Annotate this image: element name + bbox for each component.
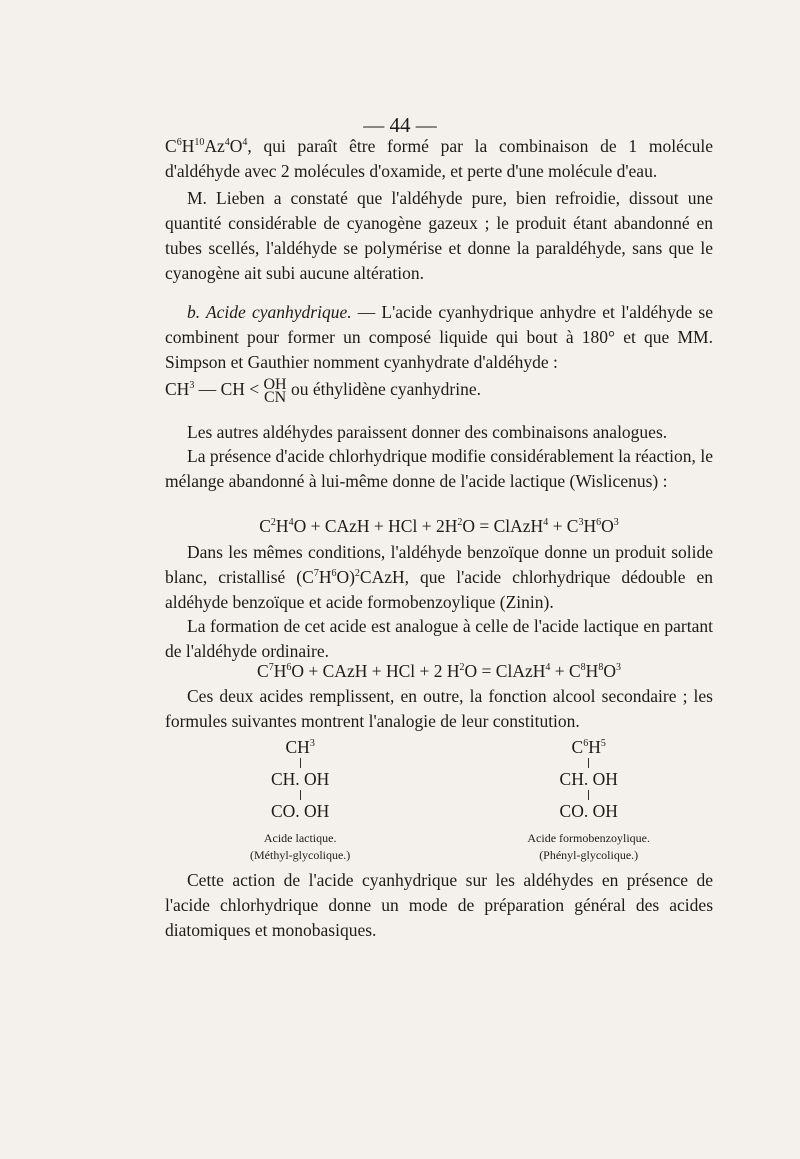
paragraph-formation: La formation de cet acide est analogue à celle de l'acide lactique en partant de l'aldéhyde ordinaire. <box>165 616 713 661</box>
structural-formulas <box>250 736 650 864</box>
structure-name: Acide formobenzoylique. <box>527 831 650 845</box>
equation-lactique: $C^2H^4O$ + CAzH + HCl + $2H^2O$ = ClAzH$^4$ + $C^3H^6O^3$ <box>259 516 619 536</box>
structure-lactique: $CH^3$ CH. OH CO. OH Acide lactique. (Méthyl-glycolique.) <box>250 737 351 862</box>
paragraph-acide-chlorhydrique: La présence d'acide chlorhydrique modifie considérablement la réaction, le mélange abandonné à lui-même donne de l'acide lactique (Wislicenus) : <box>165 446 713 491</box>
formula-ethylidene: $CH^3$ — CH < OH CN ou éthylidène cyanhydrine. <box>165 375 481 406</box>
page-number: — 44 — <box>363 113 437 137</box>
paragraph-lieben: M. Lieben a constaté que l'aldéhyde pure, bien refroidie, dissout une quantité considérable de cyanogène gazeux ; le produit étant abandonné en tubes scellés, l'aldéhyde se polymérise et donne la paraldéhyde, sans que le cyanogène ait subi aucune altération. <box>165 188 713 283</box>
structure-alt-name: (Méthyl-glycolique.) <box>250 848 351 862</box>
paragraph-conclusion: Cette action de l'acide cyanhydrique sur les aldéhydes en présence de l'acide chlorhydrique donne un mode de préparation général des acides diatomiques et monobasiques. <box>165 870 713 940</box>
section-heading: b. Acide cyanhydrique. <box>187 302 352 322</box>
equation-formobenzoylique: $C^7H^6O$ + CAzH + HCl + 2 $H^2O$ = ClAzH$^4$ + $C^8H^8O^3$ <box>257 661 621 681</box>
structure-alt-name: (Phényl-glycolique.) <box>539 848 639 862</box>
bond-line <box>300 790 301 800</box>
paragraph-oxamide: $C^6H^{10}Az^4O^4$, qui paraît être formé par la combinaison de 1 molécule d'aldéhyde avec 2 molécules d'oxamide, et perte d'une molécule d'eau. <box>165 136 713 181</box>
structure-name: Acide lactique. <box>263 831 337 845</box>
bond-line <box>588 758 589 768</box>
bond-line <box>300 758 301 768</box>
paragraph-acide-cyanhydrique: b. Acide cyanhydrique. — L'acide cyanhydrique anhydre et l'aldéhyde se combinent pour former un composé liquide qui bout à 180° et que MM. Simpson et Gauthier nomment cyanhydrate d'aldéhyde : <box>165 302 713 372</box>
paragraph-deux-acides: Ces deux acides remplissent, en outre, la fonction alcool secondaire ; les formules suivantes montrent l'analogie de leur constitution. <box>165 686 713 731</box>
bond-line <box>588 790 589 800</box>
paragraph-benzoique: Dans les mêmes conditions, l'aldéhyde benzoïque donne un produit solide blanc, cristallisé $(C^7H^6O)^2CAzH$, que l'acide chlorhydrique dédouble en aldéhyde benzoïque et acide formobenzoylique (Zinin). <box>165 542 713 612</box>
paragraph-autres-aldehydes: Les autres aldéhydes paraissent donner des combinaisons analogues. <box>187 422 668 442</box>
structure-formobenzoylique: $C^6H^5$ CH. OH CO. OH Acide formobenzoylique. (Phényl-glycolique.) <box>527 737 650 862</box>
